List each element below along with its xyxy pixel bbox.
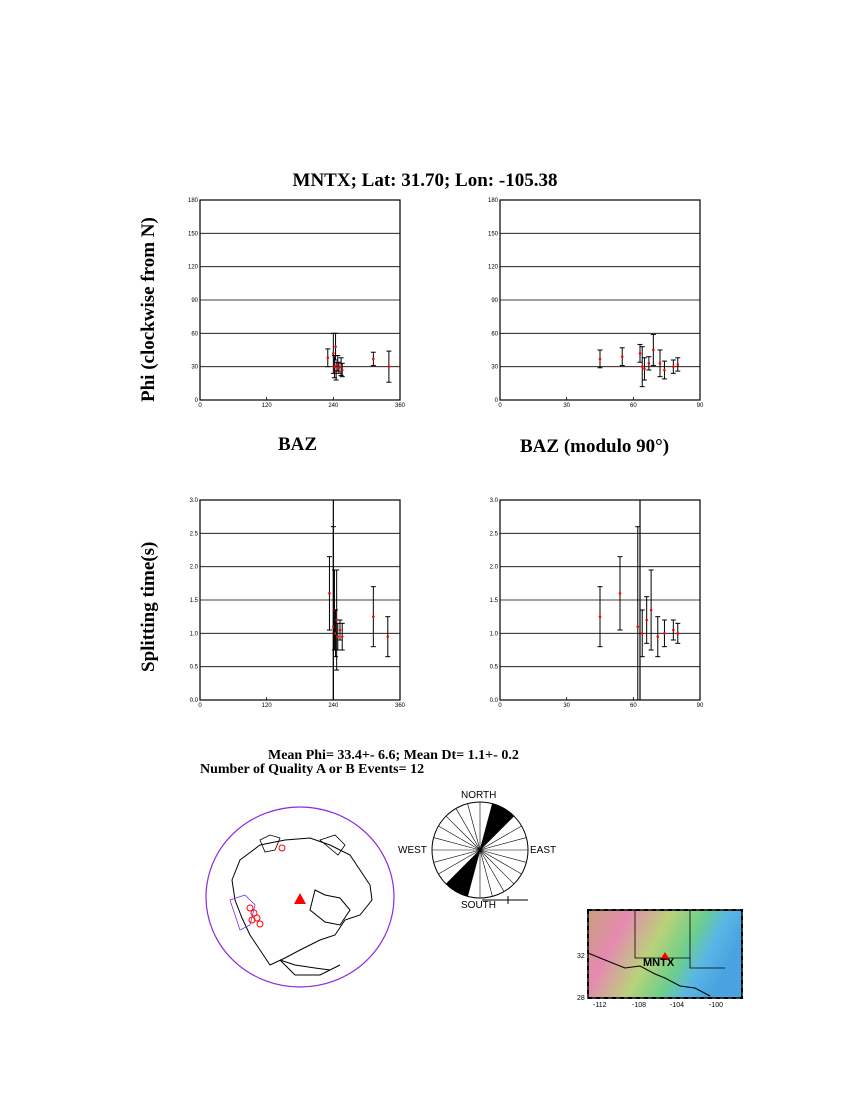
y-tick-label: 0.0	[489, 698, 498, 704]
y-tick-label: 2.5	[489, 531, 498, 538]
y-tick-label: 1.0	[489, 631, 498, 638]
y-tick-label: 3.0	[489, 498, 498, 504]
x-tick-label: 360	[394, 703, 406, 709]
data-point	[621, 355, 624, 358]
data-point	[336, 635, 339, 638]
rose-spoke	[480, 850, 492, 896]
data-point	[656, 635, 659, 638]
rose-spoke	[434, 838, 480, 850]
x-tick-label: 360	[394, 403, 406, 409]
data-point	[334, 345, 337, 348]
rose-spoke	[468, 804, 480, 850]
y-tick-label: 2.5	[189, 531, 198, 538]
data-point	[372, 358, 375, 361]
data-point	[386, 635, 389, 638]
x-tick-label: 120	[261, 703, 272, 709]
station-label: MNTX	[643, 957, 675, 969]
rose-east-label: EAST	[530, 845, 557, 856]
event-count: Number of Quality A or B Events= 12	[200, 762, 425, 777]
y-tick-label: 0.5	[489, 664, 498, 671]
data-point	[372, 615, 375, 618]
x-tick-label: 30	[563, 703, 571, 709]
data-point	[339, 629, 342, 632]
baz-modulo-label: BAZ (modulo 90°)	[520, 436, 670, 457]
y-tick-label: 120	[187, 264, 198, 271]
dt-baz-mod90-chart	[480, 490, 720, 710]
lon-tick-3: -100	[709, 1002, 724, 1009]
phi-rose-diagram	[430, 800, 530, 900]
data-point	[659, 362, 662, 365]
page-title: MNTX; Lat: 31.70; Lon: -105.38	[292, 170, 558, 191]
y-tick-label: 0	[494, 398, 498, 404]
y-tick-label: 1.0	[189, 631, 198, 638]
phi-baz-mod90-chart	[480, 190, 720, 410]
y-tick-label: 90	[191, 298, 198, 304]
data-point	[636, 625, 639, 628]
x-tick-label: 60	[629, 403, 637, 409]
y-tick-label: 150	[187, 231, 198, 238]
x-tick-label: 240	[328, 703, 339, 709]
data-point	[643, 368, 646, 371]
lon-tick-1: -108	[632, 1002, 647, 1009]
y-tick-label: 30	[491, 364, 498, 371]
data-point	[332, 352, 335, 355]
data-point	[619, 592, 622, 595]
rose-spoke	[480, 850, 526, 862]
x-tick-label: 30	[563, 403, 571, 409]
y-tick-label: 0.0	[189, 698, 198, 704]
x-tick-label: 120	[261, 403, 272, 409]
rose-west-label: WEST	[398, 845, 427, 856]
data-point	[341, 369, 344, 372]
lat-label-28: 28	[577, 995, 585, 1002]
y-tick-label: 180	[487, 198, 498, 204]
data-point	[599, 358, 602, 361]
data-point	[341, 635, 344, 638]
data-point	[652, 349, 655, 352]
y-tick-label: 180	[187, 198, 198, 204]
x-tick-label: 0	[498, 703, 502, 709]
global-event-map	[200, 800, 400, 995]
data-point	[648, 362, 651, 365]
mean-stats: Mean Phi= 33.4+- 6.6; Mean Dt= 1.1+- 0.2	[268, 748, 519, 763]
data-point	[672, 365, 675, 368]
data-point	[333, 365, 336, 368]
y-tick-label: 60	[491, 331, 498, 338]
x-tick-label: 90	[696, 403, 704, 409]
data-point	[639, 352, 642, 355]
phi-axis-label: Phi (clockwise from N)	[138, 217, 159, 402]
y-tick-label: 120	[487, 264, 498, 271]
y-tick-label: 0.5	[189, 664, 198, 671]
y-tick-label: 60	[191, 331, 198, 338]
y-tick-label: 3.0	[189, 498, 198, 504]
phi-baz-chart	[180, 190, 420, 410]
splitting-time-axis-label: Splitting time(s)	[138, 541, 159, 672]
y-tick-label: 0	[194, 398, 198, 404]
y-tick-label: 1.5	[189, 598, 198, 604]
y-tick-label: 30	[191, 364, 198, 371]
data-point	[650, 609, 653, 612]
y-tick-label: 2.0	[489, 564, 498, 571]
y-tick-label: 150	[487, 231, 498, 238]
data-point	[672, 629, 675, 632]
y-tick-label: 90	[491, 298, 498, 304]
data-point	[641, 632, 644, 635]
x-tick-label: 0	[498, 403, 502, 409]
x-tick-label: 60	[629, 703, 637, 709]
lat-label-32: 32	[577, 953, 585, 960]
data-point	[326, 356, 329, 359]
x-tick-label: 90	[696, 703, 704, 709]
data-point	[641, 365, 644, 368]
data-point	[388, 365, 391, 368]
data-point	[676, 363, 679, 366]
lon-tick-2: -104	[670, 1002, 685, 1009]
data-point	[663, 632, 666, 635]
data-point	[645, 619, 648, 622]
station-region-map	[577, 908, 745, 1009]
y-tick-label: 2.0	[189, 564, 198, 571]
x-tick-label: 240	[328, 403, 339, 409]
baz-label: BAZ	[278, 434, 318, 455]
station-marker-icon	[294, 893, 306, 904]
dt-baz-chart	[180, 490, 420, 710]
data-point	[599, 615, 602, 618]
x-tick-label: 0	[198, 403, 202, 409]
rose-north-label: NORTH	[461, 790, 497, 801]
y-tick-label: 1.5	[489, 598, 498, 604]
data-point	[676, 632, 679, 635]
data-point	[338, 366, 341, 369]
rose-south-label: SOUTH	[461, 900, 496, 911]
x-tick-label: 0	[198, 703, 202, 709]
lon-tick-0: -112	[593, 1002, 607, 1009]
data-point	[663, 369, 666, 372]
data-point	[328, 592, 331, 595]
